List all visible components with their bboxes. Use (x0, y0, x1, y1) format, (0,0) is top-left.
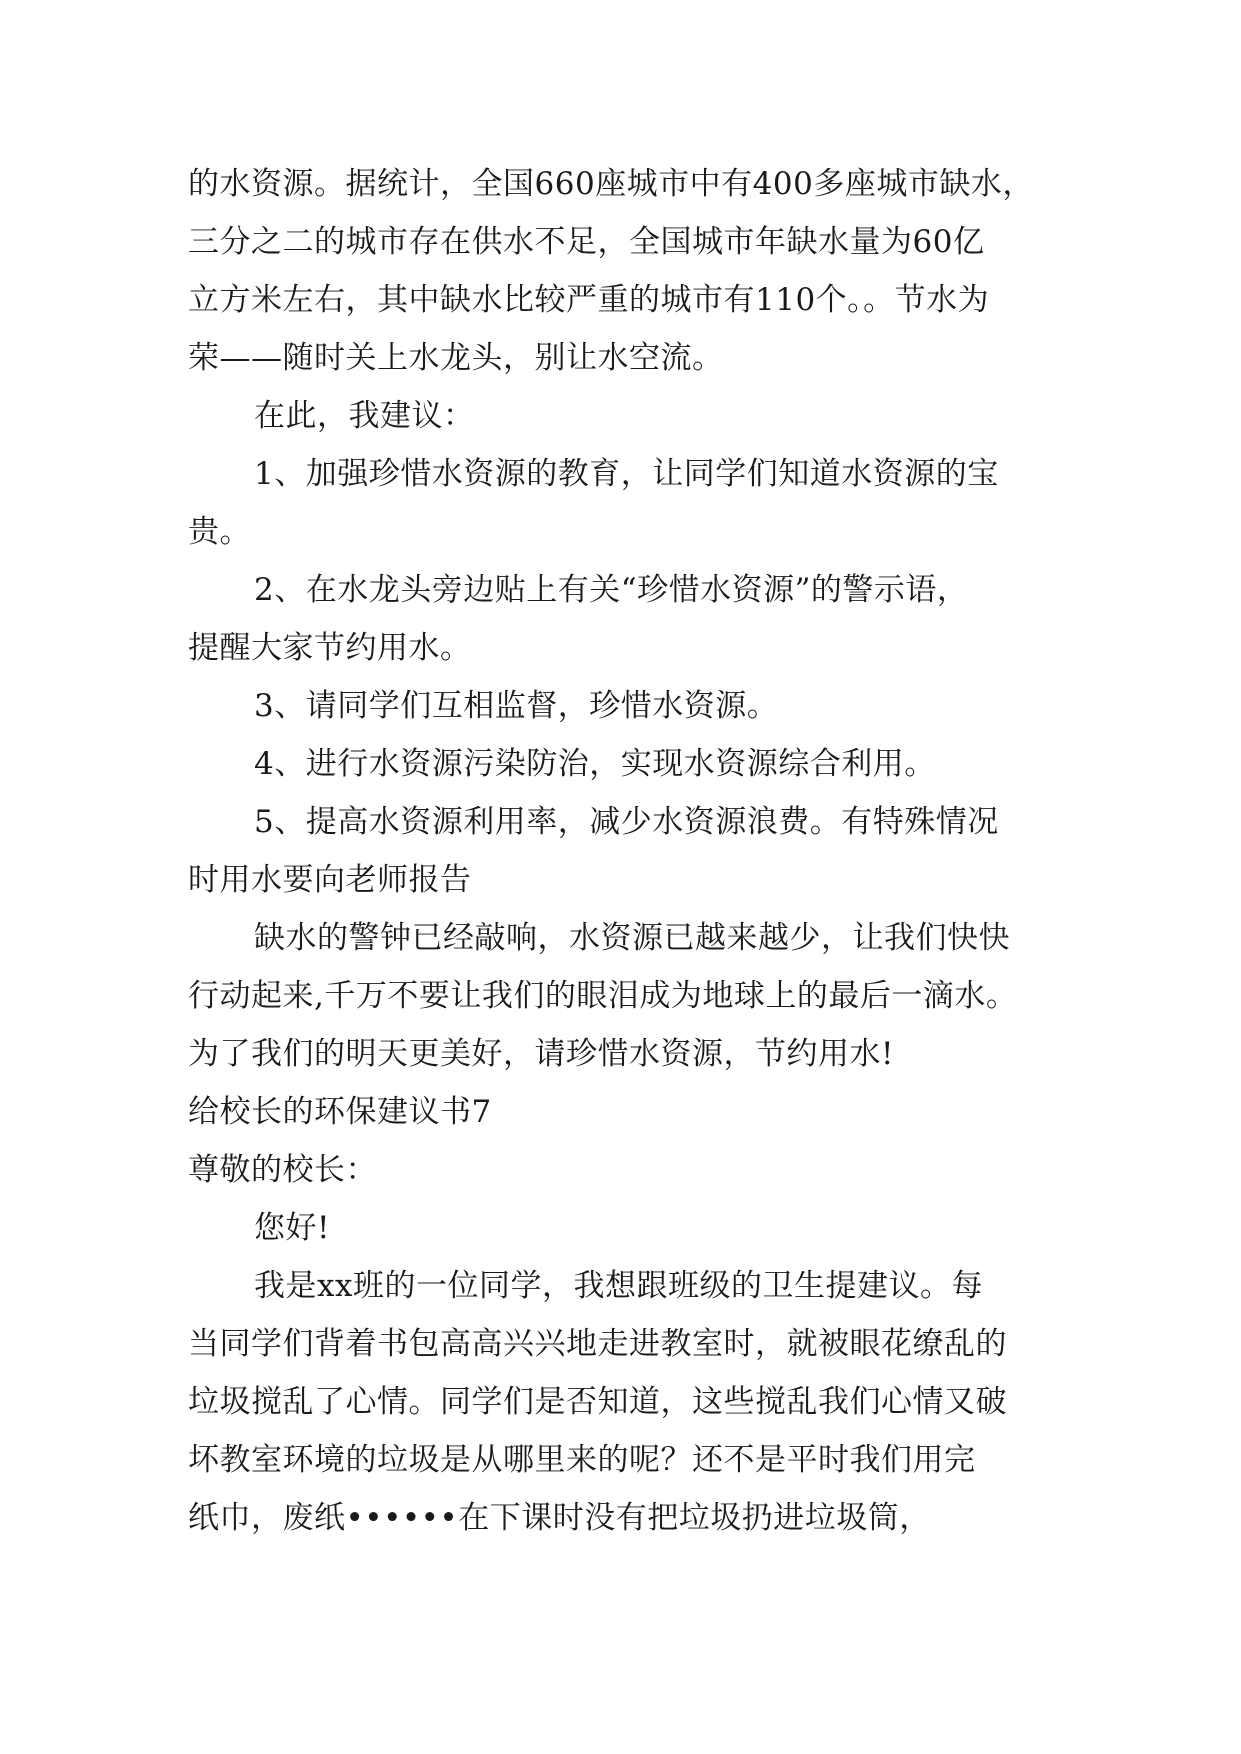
text-line: 在此，我建议： (254, 398, 475, 434)
text-line: 我是xx班的一位同学，我想跟班级的卫生提建议。每 (254, 1268, 983, 1304)
text-line: 提醒大家节约用水。 (188, 630, 472, 666)
text-line: 贵。 (188, 514, 251, 550)
text-line: 为了我们的明天更美好，请珍惜水资源，节约用水! (188, 1036, 894, 1072)
text-line: 1、加强珍惜水资源的教育，让同学们知道水资源的宝 (254, 456, 999, 492)
text-line: 行动起来,千万不要让我们的眼泪成为地球上的最后一滴水。 (188, 978, 1018, 1014)
section-heading: 给校长的环保建议书7 (188, 1094, 492, 1130)
text-line: 4、进行水资源污染防治，实现水资源综合利用。 (254, 746, 936, 782)
text-line: 时用水要向老师报告 (188, 862, 472, 898)
text-line: 当同学们背着书包高高兴兴地走进教室时，就被眼花缭乱的 (188, 1326, 1007, 1362)
text-line: 立方米左右，其中缺水比较严重的城市有110个。。节水为 (188, 282, 990, 318)
text-line: 缺水的警钟已经敲响，水资源已越来越少，让我们快快 (254, 920, 1010, 956)
text-line: 荣——随时关上水龙头，别让水空流。 (188, 340, 724, 376)
text-line: 纸巾，废纸••••••在下课时没有把垃圾扔进垃圾筒， (188, 1500, 931, 1536)
text-line: 垃圾搅乱了心情。同学们是否知道，这些搅乱我们心情又破 (188, 1384, 1007, 1420)
salutation: 尊敬的校长： (188, 1152, 377, 1188)
text-line: 三分之二的城市存在供水不足，全国城市年缺水量为60亿 (188, 224, 985, 260)
text-line: 的水资源。据统计，全国660座城市中有400多座城市缺水， (188, 166, 1034, 202)
text-line: 坏教室环境的垃圾是从哪里来的呢？还不是平时我们用完 (188, 1442, 976, 1478)
greeting: 您好! (254, 1210, 330, 1246)
text-line: 3、请同学们互相监督，珍惜水资源。 (254, 688, 779, 724)
text-line: 5、提高水资源利用率，减少水资源浪费。有特殊情况 (254, 804, 999, 840)
text-line: 2、在水龙头旁边贴上有关“珍惜水资源”的警示语， (254, 572, 969, 608)
